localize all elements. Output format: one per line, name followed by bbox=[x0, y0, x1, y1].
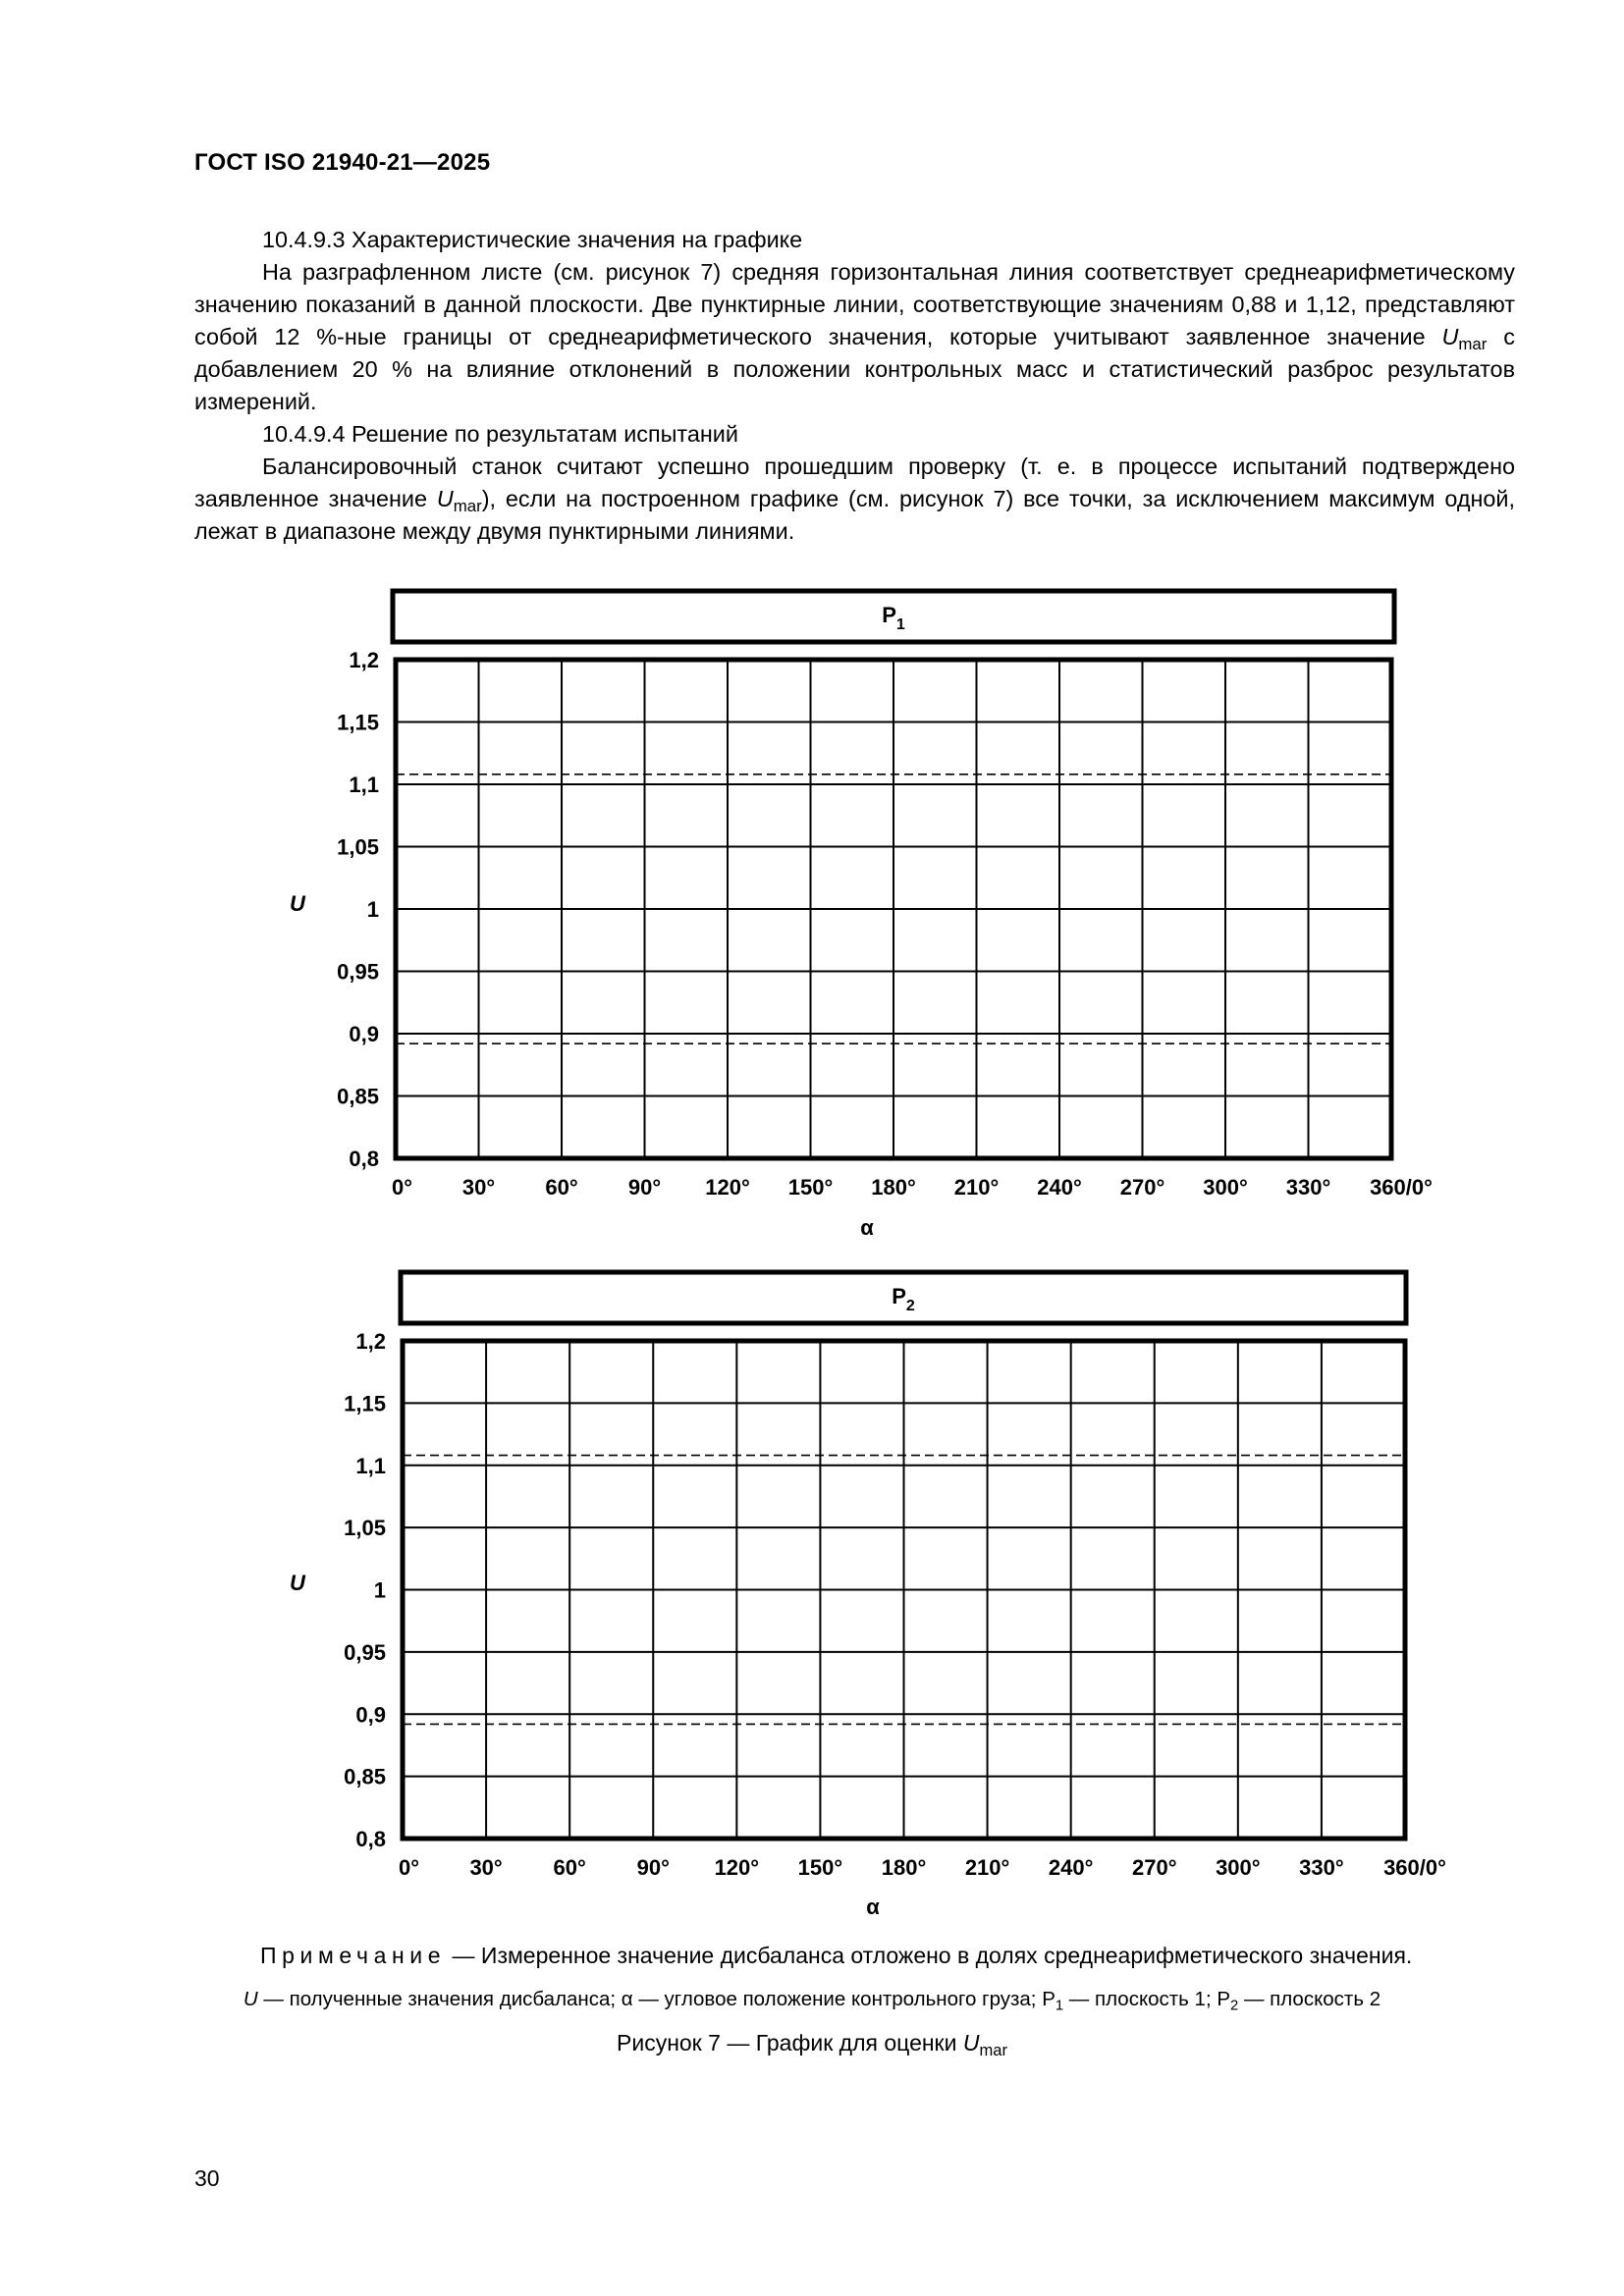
figure-caption: Рисунок 7 — График для оценки $U_{mar}$ bbox=[617, 2030, 1007, 2059]
paragraph-test-decision: Балансировочный станок считают успешно прошедшим проверку (т. е. в процессе испытаний подтверждено заявленное значение $U_{mar}$), если на построенном графике (см. рисунок 7) все точки, за исключением максимум одной, лежат в диапазоне между двумя пунктирными линиями. bbox=[194, 454, 1515, 544]
y-tick-label: 1,1 bbox=[355, 1453, 386, 1478]
y-axis-label: U bbox=[290, 1571, 305, 1595]
y-tick-label: 0,8 bbox=[355, 1827, 386, 1851]
y-tick-label: 1,2 bbox=[355, 1329, 386, 1354]
x-tick-label: 150° bbox=[797, 1855, 843, 1880]
y-tick-label: 0,8 bbox=[349, 1147, 379, 1171]
y-tick-label: 0,9 bbox=[349, 1022, 379, 1046]
x-axis-label: α bbox=[860, 1215, 874, 1240]
x-tick-label: 60° bbox=[553, 1855, 586, 1880]
y-tick-label: 1,15 bbox=[344, 1391, 386, 1416]
chart-p2 bbox=[0, 1258, 1624, 1936]
document-header: ГОСТ ISO 21940-21—2025 bbox=[194, 149, 491, 176]
y-tick-label: 0,95 bbox=[344, 1639, 386, 1665]
x-tick-label: 0° bbox=[399, 1855, 420, 1880]
x-tick-label: 330° bbox=[1285, 1175, 1331, 1200]
x-tick-label: 0° bbox=[392, 1175, 413, 1200]
x-tick-label: 60° bbox=[545, 1175, 578, 1200]
y-tick-label: 1,05 bbox=[337, 834, 379, 860]
x-tick-label: 180° bbox=[881, 1855, 927, 1880]
x-tick-label: 90° bbox=[636, 1855, 670, 1880]
y-axis-label: U bbox=[290, 891, 305, 916]
x-tick-label: 150° bbox=[787, 1175, 834, 1200]
section-heading-10-4-9-3: 10.4.9.3 Характеристические значения на графике bbox=[262, 227, 803, 252]
body-text bbox=[194, 224, 1515, 548]
figure-note: Примечание — Измеренное значение дисбаланса отложено в долях среднеарифметического значения. bbox=[260, 1943, 1413, 1968]
x-axis-label: α bbox=[866, 1895, 880, 1919]
x-tick-label: 90° bbox=[627, 1175, 662, 1200]
x-tick-label: 300° bbox=[1216, 1855, 1261, 1880]
y-tick-label: 1 bbox=[366, 897, 379, 922]
y-tick-label: 1,05 bbox=[344, 1516, 386, 1541]
x-tick-label: 270° bbox=[1131, 1855, 1177, 1880]
y-tick-label: 0,9 bbox=[355, 1702, 386, 1728]
y-tick-label: 1 bbox=[373, 1577, 386, 1603]
chart-title: $P_1$ bbox=[882, 603, 905, 633]
x-tick-label: 300° bbox=[1203, 1175, 1248, 1200]
x-tick-label: 120° bbox=[714, 1855, 760, 1880]
x-tick-label: 120° bbox=[705, 1175, 750, 1200]
page-number: 30 bbox=[194, 2165, 220, 2191]
y-tick-label: 0,85 bbox=[344, 1764, 386, 1789]
y-tick-label: 0,95 bbox=[337, 959, 379, 985]
x-tick-label: 360/0° bbox=[1383, 1855, 1446, 1880]
section-heading-10-4-9-4: 10.4.9.4 Решение по результатам испытаний bbox=[262, 421, 738, 447]
y-tick-label: 1,1 bbox=[349, 773, 379, 797]
figure-legend: U — полученные значения дисбаланса; α — угловое положение контрольного груза; $P_1$ — плоскость 1; $P_2$ — плоскость 2 bbox=[243, 1988, 1381, 2014]
paragraph-characteristic-values: На разграфленном листе (см. рисунок 7) средняя горизонтальная линия соответствует среднеарифметическому значению показаний в данной плоскости. Две пунктирные линии, соответствующие значениям 0,88 и 1,12, представляют собой 12 %-ные границы от среднеарифметического значения, которые учитывают заявленное значение $U_{mar}$ с добавлением 20 % на влияние отклонений в положении контрольных масс и статистический разброс результатов измерений. bbox=[194, 259, 1515, 414]
chart-title: $P_2$ bbox=[892, 1284, 915, 1314]
x-tick-label: 270° bbox=[1119, 1175, 1165, 1200]
x-tick-label: 180° bbox=[871, 1175, 916, 1200]
x-tick-label: 240° bbox=[1048, 1855, 1094, 1880]
chart-p1 bbox=[0, 579, 1624, 1256]
x-tick-label: 210° bbox=[953, 1175, 1000, 1200]
x-tick-label: 30° bbox=[461, 1175, 496, 1200]
y-tick-label: 1,2 bbox=[349, 648, 379, 672]
x-tick-label: 30° bbox=[469, 1855, 503, 1880]
x-tick-label: 210° bbox=[964, 1855, 1010, 1880]
y-tick-label: 1,15 bbox=[337, 710, 379, 735]
x-tick-label: 330° bbox=[1299, 1855, 1344, 1880]
x-tick-label: 240° bbox=[1037, 1175, 1082, 1200]
x-tick-label: 360/0° bbox=[1370, 1175, 1433, 1200]
y-tick-label: 0,85 bbox=[337, 1084, 379, 1109]
